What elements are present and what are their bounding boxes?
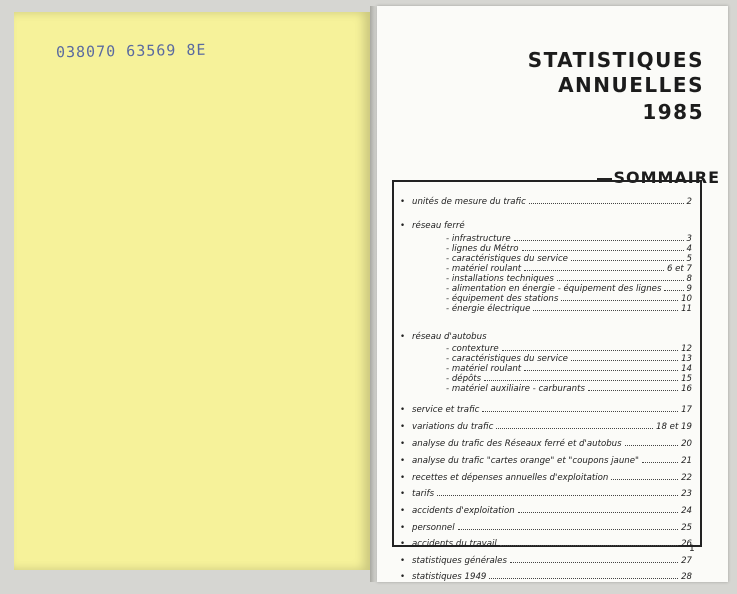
toc-dot-leader (518, 512, 678, 513)
toc-bullet: • (400, 539, 406, 549)
toc-dot-leader (533, 310, 678, 311)
toc-dot-leader (557, 280, 684, 281)
toc-bullet: • (400, 405, 406, 415)
toc-page-number: 24 (681, 506, 692, 516)
toc-bullet: • (400, 556, 406, 566)
toc-label: réseau ferré (412, 221, 465, 231)
sommaire-heading: SOMMAIRE (613, 168, 720, 187)
toc-dot-leader (502, 350, 678, 351)
toc-page-number: 23 (681, 489, 692, 499)
toc-bullet: • (400, 489, 406, 499)
toc-label: personnel (412, 523, 455, 533)
page-number: 1 (689, 544, 695, 554)
toc-entry (400, 382, 692, 394)
toc-dot-leader (489, 578, 678, 579)
table-of-contents (392, 180, 702, 582)
toc-page-number: 12 (681, 344, 692, 354)
toc-label: - infrastructure (446, 234, 511, 244)
toc-label: accidents du travail (412, 539, 497, 549)
toc-label: - matériel roulant (446, 264, 522, 274)
toc-entry (400, 454, 692, 466)
toc-entry (400, 521, 692, 533)
toc-label: statistiques générales (412, 556, 507, 566)
toc-page-number: 4 (686, 244, 692, 254)
toc-page-number: 6 et 7 (666, 264, 692, 274)
toc-page-number: 25 (681, 523, 692, 533)
toc-page-number: 17 (681, 405, 692, 415)
toc-dot-leader (514, 240, 684, 241)
toc-bullet: • (400, 332, 406, 342)
toc-entry (400, 195, 692, 207)
toc-label: statistiques 1949 (412, 572, 487, 582)
toc-bullet: • (400, 221, 406, 231)
toc-label: - dépôts (446, 374, 482, 384)
title-line-1: STATISTIQUES (527, 48, 704, 72)
toc-label: - énergie électrique (446, 304, 531, 314)
toc-bullet: • (400, 572, 406, 582)
toc-bullet: • (400, 473, 406, 483)
toc-page-number: 3 (686, 234, 692, 244)
toc-label: - caractéristiques du service (446, 254, 568, 264)
toc-page-number: 10 (681, 294, 692, 304)
toc-bullet: • (400, 523, 406, 533)
toc-label: - matériel auxiliaire - carburants (446, 384, 585, 394)
title-year: 1985 (642, 100, 704, 124)
toc-dot-leader (625, 445, 678, 446)
toc-page-number: 18 et 19 (656, 422, 692, 432)
toc-page-number: 27 (681, 556, 692, 566)
toc-dot-leader (664, 290, 683, 291)
toc-entry (400, 471, 692, 483)
toc-dot-leader (510, 562, 678, 563)
toc-entry (400, 330, 692, 342)
toc-label: tarifs (412, 489, 435, 499)
toc-entry (400, 504, 692, 516)
toc-dot-leader (571, 260, 684, 261)
toc-dot-leader (484, 380, 678, 381)
toc-dot-leader (500, 545, 678, 546)
toc-label: - contexture (446, 344, 499, 354)
toc-entry (400, 219, 692, 231)
handwritten-reference: 038070 63569 8E (55, 40, 207, 62)
toc-entry (400, 487, 692, 499)
toc-page-number: 16 (681, 384, 692, 394)
toc-dot-leader (642, 462, 678, 463)
toc-dot-leader (524, 370, 678, 371)
toc-dot-leader (437, 495, 678, 496)
toc-label: recettes et dépenses annuelles d'exploitation (412, 473, 609, 483)
toc-label: réseau d'autobus (412, 332, 487, 342)
toc-page-number: 15 (681, 374, 692, 384)
toc-entry (400, 437, 692, 449)
toc-bullet: • (400, 506, 406, 516)
toc-label: unités de mesure du trafic (412, 197, 526, 207)
toc-dot-leader (458, 529, 678, 530)
toc-page-number: 14 (681, 364, 692, 374)
toc-entry (400, 302, 692, 314)
title-line-2: ANNUELLES (558, 73, 704, 97)
toc-entry (400, 570, 692, 582)
toc-page-number: 26 (681, 539, 692, 549)
toc-page-number: 5 (686, 254, 692, 264)
toc-dot-leader (611, 479, 678, 480)
toc-label: - lignes du Métro (446, 244, 519, 254)
toc-label: - installations techniques (446, 274, 554, 284)
toc-dot-leader (524, 270, 664, 271)
toc-page-number: 22 (681, 473, 692, 483)
toc-bullet: • (400, 197, 406, 207)
toc-label: variations du trafic (412, 422, 494, 432)
toc-entry (400, 403, 692, 415)
yellow-cover-page (14, 12, 370, 570)
toc-label: service et trafic (412, 405, 480, 415)
toc-page-number: 13 (681, 354, 692, 364)
toc-page-number: 28 (681, 572, 692, 582)
toc-dot-leader (571, 360, 678, 361)
toc-entry (400, 554, 692, 566)
toc-label: - caractéristiques du service (446, 354, 568, 364)
toc-page-number: 20 (681, 439, 692, 449)
toc-label: analyse du trafic des Réseaux ferré et d'autobus (412, 439, 622, 449)
toc-label: - équipement des stations (446, 294, 559, 304)
toc-page-number: 9 (686, 284, 692, 294)
toc-dot-leader (522, 250, 684, 251)
toc-bullet: • (400, 456, 406, 466)
toc-page-number: 8 (686, 274, 692, 284)
toc-label: - matériel roulant (446, 364, 522, 374)
toc-dot-leader (588, 390, 678, 391)
toc-dot-leader (561, 300, 678, 301)
toc-label: - alimentation en énergie - équipement des lignes (446, 284, 662, 294)
contents-page (377, 6, 728, 582)
toc-entry (400, 420, 692, 432)
toc-page-number: 2 (686, 197, 692, 207)
toc-dot-leader (496, 428, 653, 429)
toc-dot-leader (482, 411, 678, 412)
toc-dot-leader (529, 203, 684, 204)
toc-page-number: 21 (681, 456, 692, 466)
toc-label: accidents d'exploitation (412, 506, 515, 516)
toc-page-number: 11 (681, 304, 692, 314)
toc-bullet: • (400, 439, 406, 449)
toc-bullet: • (400, 422, 406, 432)
toc-entry (400, 537, 692, 549)
toc-label: analyse du trafic "cartes orange" et "coupons jaune" (412, 456, 639, 466)
